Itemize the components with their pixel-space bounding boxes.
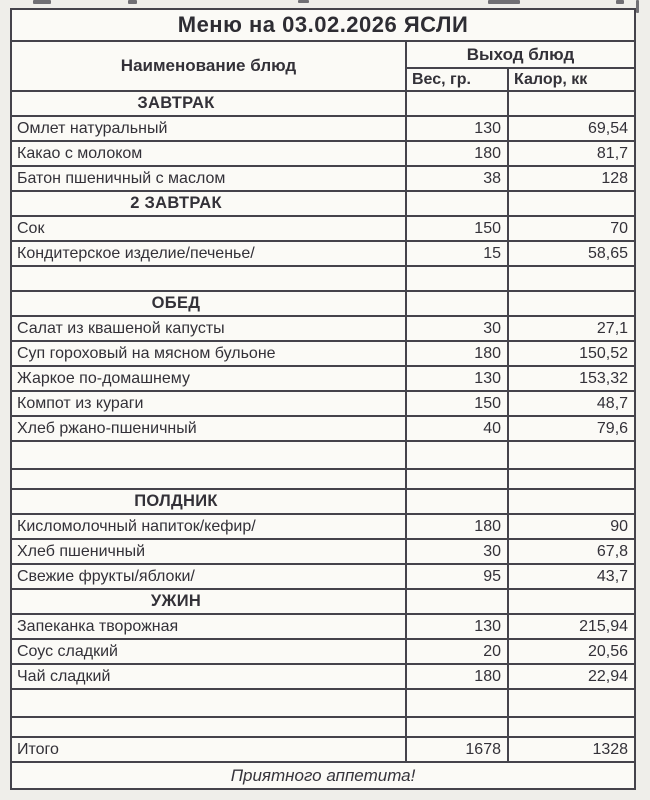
section-title: УЖИН <box>11 589 406 614</box>
dish-name: Омлет натуральный <box>11 116 406 141</box>
weight-value <box>406 469 508 489</box>
section-title: ОБЕД <box>11 291 406 316</box>
calories-value: 22,94 <box>508 664 635 689</box>
empty-row <box>11 689 635 717</box>
item-row <box>11 116 635 141</box>
dish-name: Чай сладкий <box>11 664 406 689</box>
calories-value: 90 <box>508 514 635 539</box>
calories-value: 48,7 <box>508 391 635 416</box>
scan-artifact <box>488 0 520 4</box>
section-row <box>11 191 635 216</box>
menu-table-head <box>11 9 635 91</box>
item-row <box>11 216 635 241</box>
calories-value: 70 <box>508 216 635 241</box>
dish-name <box>11 689 406 717</box>
empty-row <box>11 441 635 469</box>
weight-value: 15 <box>406 241 508 266</box>
calories-value: 20,56 <box>508 639 635 664</box>
section-title: 2 ЗАВТРАК <box>11 191 406 216</box>
item-row <box>11 241 635 266</box>
weight-value: 1678 <box>406 737 508 762</box>
weight-value: 130 <box>406 116 508 141</box>
calories-value: 150,52 <box>508 341 635 366</box>
dish-name: Хлеб ржано-пшеничный <box>11 416 406 441</box>
scan-artifact <box>636 0 639 13</box>
dish-name: Компот из кураги <box>11 391 406 416</box>
weight-value <box>406 266 508 291</box>
calories-value: 128 <box>508 166 635 191</box>
weight-value: 150 <box>406 216 508 241</box>
weight-value: 20 <box>406 639 508 664</box>
calories-value: 153,32 <box>508 366 635 391</box>
weight-value: 180 <box>406 141 508 166</box>
weight-value: 30 <box>406 316 508 341</box>
weight-value <box>406 441 508 469</box>
empty-row <box>11 266 635 291</box>
section-row <box>11 489 635 514</box>
calories-value <box>508 91 635 116</box>
calories-value <box>508 717 635 737</box>
item-row <box>11 366 635 391</box>
weight-value: 40 <box>406 416 508 441</box>
calories-value <box>508 441 635 469</box>
footer-note: Приятного аппетита! <box>11 762 635 789</box>
weight-value: 180 <box>406 341 508 366</box>
menu-table-body <box>11 91 635 762</box>
calories-value <box>508 489 635 514</box>
dish-name: Кондитерское изделие/печенье/ <box>11 241 406 266</box>
calories-value: 215,94 <box>508 614 635 639</box>
section-row <box>11 291 635 316</box>
item-row <box>11 614 635 639</box>
weight-value: 38 <box>406 166 508 191</box>
calories-value <box>508 469 635 489</box>
scan-artifact <box>616 0 624 4</box>
column-header-output: Выход блюд <box>406 41 635 68</box>
weight-value <box>406 717 508 737</box>
calories-value: 43,7 <box>508 564 635 589</box>
dish-name: Салат из квашеной капусты <box>11 316 406 341</box>
column-header-name: Наименование блюд <box>11 41 406 91</box>
scan-artifact <box>298 0 309 3</box>
scan-artifact <box>128 0 137 4</box>
weight-value: 30 <box>406 539 508 564</box>
empty-row <box>11 717 635 737</box>
calories-value: 27,1 <box>508 316 635 341</box>
section-row <box>11 91 635 116</box>
item-row <box>11 391 635 416</box>
section-title: ЗАВТРАК <box>11 91 406 116</box>
weight-value: 150 <box>406 391 508 416</box>
section-title: ПОЛДНИК <box>11 489 406 514</box>
menu-table-foot <box>11 762 635 789</box>
weight-value <box>406 291 508 316</box>
dish-name: Какао с молоком <box>11 141 406 166</box>
weight-value: 95 <box>406 564 508 589</box>
item-row <box>11 416 635 441</box>
item-row <box>11 166 635 191</box>
total-label: Итого <box>11 737 406 762</box>
item-row <box>11 564 635 589</box>
dish-name: Соус сладкий <box>11 639 406 664</box>
weight-value: 130 <box>406 366 508 391</box>
header-row <box>11 41 635 68</box>
calories-value: 1328 <box>508 737 635 762</box>
weight-value: 180 <box>406 664 508 689</box>
menu-table <box>10 8 636 790</box>
dish-name: Кисломолочный напиток/кефир/ <box>11 514 406 539</box>
calories-value: 67,8 <box>508 539 635 564</box>
section-row <box>11 589 635 614</box>
dish-name <box>11 266 406 291</box>
empty-row <box>11 469 635 489</box>
item-row <box>11 316 635 341</box>
calories-value: 79,6 <box>508 416 635 441</box>
item-row <box>11 639 635 664</box>
item-row <box>11 514 635 539</box>
dish-name: Жаркое по-домашнему <box>11 366 406 391</box>
item-row <box>11 664 635 689</box>
weight-value <box>406 689 508 717</box>
weight-value <box>406 91 508 116</box>
weight-value: 180 <box>406 514 508 539</box>
title-row <box>11 9 635 41</box>
dish-name: Хлеб пшеничный <box>11 539 406 564</box>
weight-value: 130 <box>406 614 508 639</box>
dish-name <box>11 717 406 737</box>
dish-name: Сок <box>11 216 406 241</box>
weight-value <box>406 489 508 514</box>
calories-value <box>508 191 635 216</box>
total-row <box>11 737 635 762</box>
column-header-weight: Вес, гр. <box>406 68 508 91</box>
footer-row <box>11 762 635 789</box>
item-row <box>11 539 635 564</box>
calories-value <box>508 689 635 717</box>
calories-value <box>508 291 635 316</box>
dish-name: Суп гороховый на мясном бульоне <box>11 341 406 366</box>
document-title: Меню на 03.02.2026 ЯСЛИ <box>11 9 635 41</box>
weight-value <box>406 191 508 216</box>
weight-value <box>406 589 508 614</box>
dish-name <box>11 441 406 469</box>
dish-name <box>11 469 406 489</box>
calories-value <box>508 589 635 614</box>
calories-value: 81,7 <box>508 141 635 166</box>
calories-value <box>508 266 635 291</box>
dish-name: Батон пшеничный с маслом <box>11 166 406 191</box>
dish-name: Запеканка творожная <box>11 614 406 639</box>
calories-value: 58,65 <box>508 241 635 266</box>
column-header-calories: Калор, кк <box>508 68 635 91</box>
scan-artifact <box>33 0 51 4</box>
calories-value: 69,54 <box>508 116 635 141</box>
item-row <box>11 341 635 366</box>
dish-name: Свежие фрукты/яблоки/ <box>11 564 406 589</box>
item-row <box>11 141 635 166</box>
